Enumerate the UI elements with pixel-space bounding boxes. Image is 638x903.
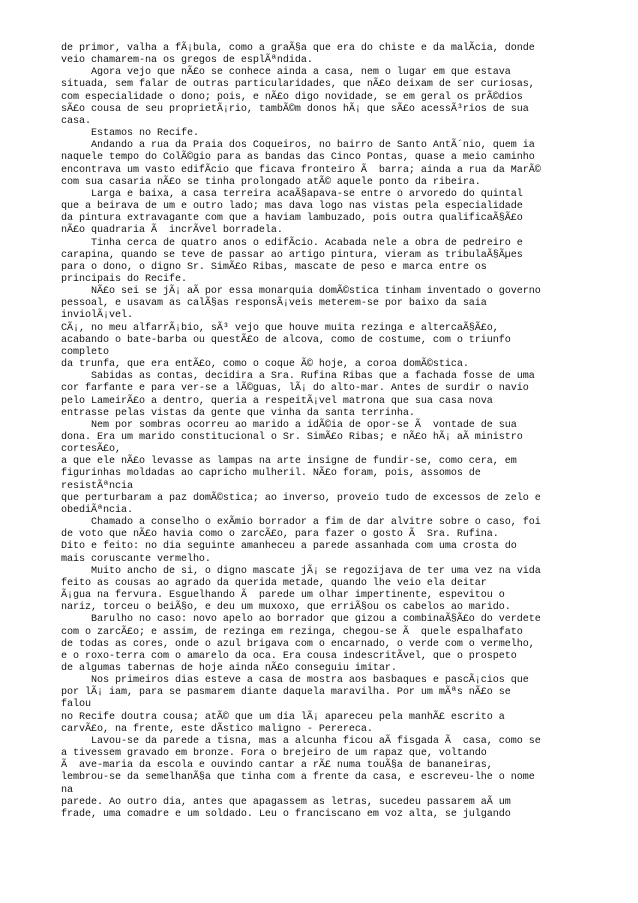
text-line: casa. <box>61 115 91 127</box>
text-line: sÃ£o cousa de seu proprietÃ¡rio, tambÃ©m donos hÃ¡ que sÃ£o acessÃ³rios de sua <box>61 103 529 115</box>
text-line: Agora vejo que nÃ£o se conhece ainda a casa, nem o lugar em que estava <box>61 67 511 79</box>
text-line: parede. Ao outro dia, antes que apagassem as letras, sucedeu passarem aÃ um <box>61 796 511 808</box>
text-line: de primor, valha a fÃ¡bula, como a graÃ§a que era do chiste e da malÃcia, donde <box>61 43 535 54</box>
text-line: Ã¡gua na fervura. Esguelhando Ã parede um olhar impertinente, espevitou o <box>61 590 505 602</box>
text-line: pelo LameirÃ£o a dentro, queria a respeitÃ¡vel matrona que sua casa nova <box>61 395 493 407</box>
text-line: naquele tempo do ColÃ©gio para as bandas das Cinco Pontas, quase a meio caminho <box>61 152 535 164</box>
text-line: figurinhas moldadas ao capricho mulheril. NÃ£o foram, pois, assomos de <box>61 468 481 480</box>
text-line: cortesÃ£o, <box>61 444 121 456</box>
text-line: Estamos no Recife. <box>61 128 199 140</box>
text-line: Nem por sombras ocorreu ao marido a idÃ©ia de opor-se Ã vontade de sua <box>61 419 517 431</box>
text-line: obediÃªncia. <box>61 504 133 516</box>
text-line: na <box>61 784 73 796</box>
text-line: de algumas tabernas de hoje ainda nÃ£o conseguiu imitar. <box>61 662 397 674</box>
text-line: CÃ¡, no meu alfarrÃ¡bio, sÃ³ vejo que houve muita rezinga e altercaÃ§Ã£o, <box>61 322 499 334</box>
text-line: com especialidade o dono; pois, e nÃ£o digo novidade, se em geral os prÃ©dios <box>61 91 523 103</box>
text-line: nariz, torceu o beiÃ§o, e deu um muxoxo, que erriÃ§ou os cabelos ao marido. <box>61 602 511 614</box>
text-line: que a beirava de um e outro lado; mas dava logo nas vistas pela especialidade <box>61 201 523 213</box>
text-line: da pintura extravagante com que a haviam lambuzado, pois outra qualificaÃ§Ã£o <box>61 213 523 225</box>
text-line: a que ele nÃ£o levasse as lampas na arte insigne de fundir-se, como cera, em <box>61 456 517 468</box>
text-line: da trunfa, que era entÃ£o, como o coque Ã© hoje, a coroa domÃ©stica. <box>61 359 469 371</box>
text-line: mais coruscante vermelho. <box>61 553 211 565</box>
text-line: e o roxo-terra com o amarelo da oca. Era cousa indescritÃvel, que o prospeto <box>61 650 517 662</box>
text-line: Barulho no caso: novo apelo ao borrador que gizou a combinaÃ§Ã£o do verdete <box>61 614 541 626</box>
text-line: veio chamarem-na os gregos de esplÃªndida. <box>61 55 313 67</box>
text-line: por lÃ¡ iam, para se pasmarem diante daquela maravilha. Por um mÃªs nÃ£o se <box>61 687 511 699</box>
text-line: situada, sem falar de outras particularidades, que nÃ£o deixam de ser curiosas, <box>61 79 535 91</box>
text-line: Larga e baixa, a casa terreira acaÃ§apava-se entre o arvoredo do quintal <box>61 188 523 200</box>
text-line: Andando a rua da Praia dos Coqueiros, no bairro de Santo AntÃ´nio, quem ia <box>61 140 535 152</box>
text-line: com o zarcÃ£o; e assim, de rezinga em rezinga, chegou-se Ã quele espalhafato <box>61 626 523 638</box>
text-line: a tivessem gravado em bronze. Fora o brejeiro de um rapaz que, voltando <box>61 748 487 760</box>
text-line: inviolÃ¡vel. <box>61 310 133 322</box>
text-line: entrasse pelas vistas da gente que vinha da santa terrinha. <box>61 407 415 419</box>
text-line: cor farfante e para ver-se a lÃ©guas, lÃ¡ do alto-mar. Antes de surdir o navio <box>61 383 529 395</box>
text-line: Muito ancho de si, o digno mascate jÃ¡ se regozijava de ter uma vez na vida <box>61 565 541 577</box>
text-line: acabando o bate-barba ou questÃ£o de alcova, como de costume, com o triunfo <box>61 334 511 346</box>
text-line: completo <box>61 346 109 358</box>
text-line: nÃ£o quadraria Ã incrÃvel borradela. <box>61 225 283 237</box>
text-line: Ã ave-maria da escola e ouvindo cantar a rÃ£ numa touÃ§a de bananeiras, <box>61 760 493 772</box>
text-line: lembrou-se da semelhanÃ§a que tinha com a frente da casa, e escreveu-lhe o nome <box>61 772 535 784</box>
text-line: de voto que nÃ£o havia como o zarcÃ£o, para fazer o gosto Ã Sra. Rufina. <box>61 529 499 541</box>
text-line: de todas as cores, onde o azul brigava com o encarnado, o verde com o vermelho, <box>61 638 535 650</box>
text-line: Lavou-se da parede a tisna, mas a alcunha ficou aÃ fisgada Ã casa, como se <box>61 735 541 747</box>
text-line: carapina, quando se teve de passar ao artigo pintura, vieram as tribulaÃ§Ãµes <box>61 249 523 261</box>
text-line: para o dono, o digno Sr. SimÃ£o Ribas, mascate de peso e marca entre os <box>61 261 487 273</box>
text-line: no Recife doutra cousa; atÃ© que um dia lÃ¡ apareceu pela manhÃ£ escrito a <box>61 711 505 723</box>
text-line: dona. Era um marido constitucional o Sr. SimÃ£o Ribas; e nÃ£o hÃ¡ aÃ ministro <box>61 432 523 443</box>
text-line: Nos primeiros dias esteve a casa de mostra aos basbaques e pascÃ¡cios que <box>61 675 529 687</box>
text-line: pessoal, e usavam as calÃ§as responsÃ¡veis meterem-se por baixo da saia <box>61 298 487 310</box>
text-line: principais do Recife. <box>61 273 187 285</box>
text-line: resistÃªncia <box>61 480 133 492</box>
text-line: Dito e feito: no dia seguinte amanheceu a parede assanhada com uma crosta do <box>61 541 517 553</box>
text-line: Tinha cerca de quatro anos o edifÃcio. Acabada nele a obra de pedreiro e <box>61 237 523 249</box>
text-line: encontrava um vasto edifÃcio que ficava fronteiro Ã barra; ainda a rua da MarÃ© <box>61 164 541 176</box>
text-line: que perturbaram a paz domÃ©stica; ao inverso, proveio tudo de excessos de zelo e <box>61 492 541 504</box>
text-line: carvÃ£o, na frente, este dÃstico maligno - Perereca. <box>61 723 373 735</box>
text-line: falou <box>61 699 91 711</box>
text-line: NÃ£o sei se jÃ¡ aÃ por essa monarquia domÃ©stica tinham inventado o governo <box>61 286 541 298</box>
text-line: Sabidas as contas, decidira a Sra. Rufina Ribas que a fachada fosse de uma <box>61 371 535 383</box>
text-line: com sua casaria nÃ£o se tinha prolongado atÃ© aquele ponto da ribeira. <box>61 176 481 188</box>
text-line: feito as cousas ao agrado da querida metade, quando lhe veio ela deitar <box>61 577 487 589</box>
text-line: frade, uma comadre e um soldado. Leu o franciscano em voz alta, se julgando <box>61 808 511 820</box>
text-line: Chamado a conselho o exÃmio borrador a fim de dar alvitre sobre o caso, foi <box>61 517 541 529</box>
